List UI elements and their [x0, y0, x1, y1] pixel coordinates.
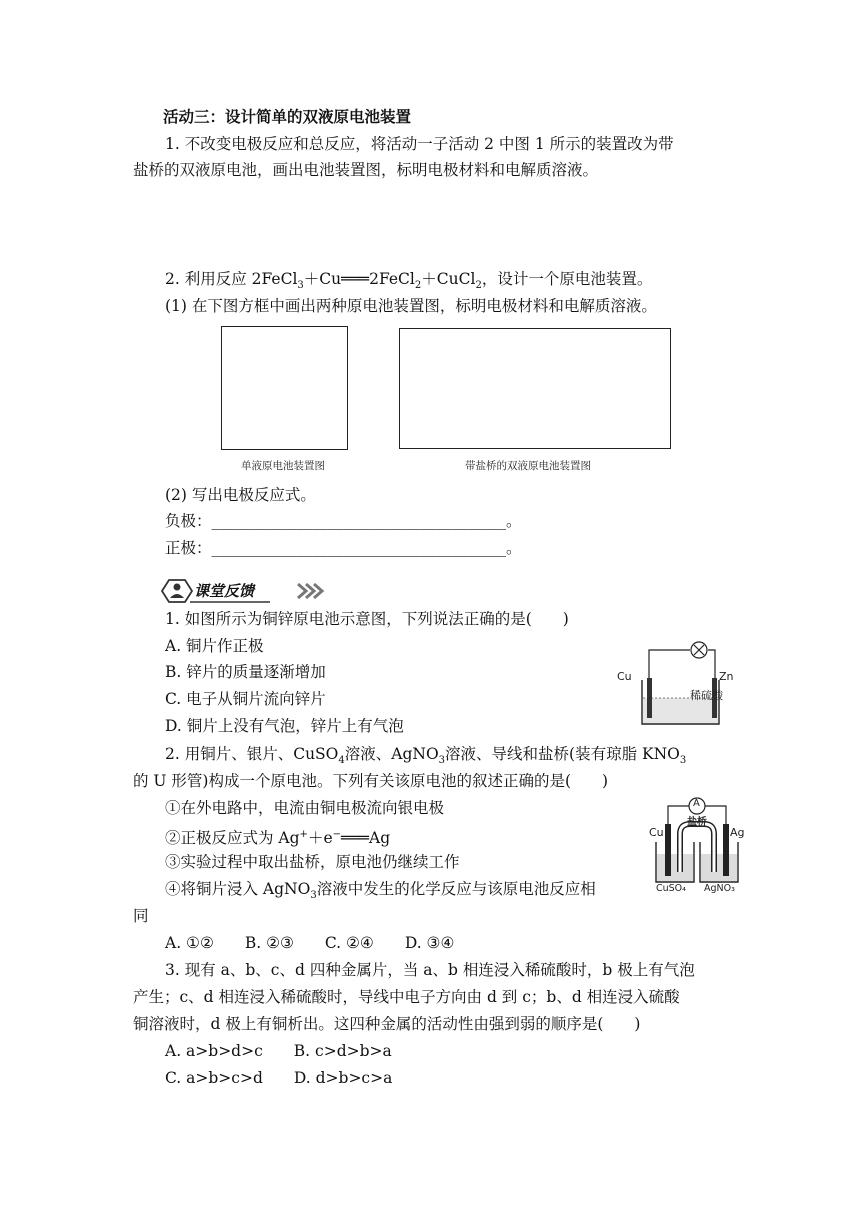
fb-q2-stem-2: 的 U 形管)构成一个原电池。下列有关该原电池的叙述正确的是( )	[133, 772, 609, 790]
period: 。	[506, 512, 522, 530]
positive-answer-blank[interactable]: ______________________________________	[211, 539, 507, 557]
q2-stem-part: ，设计一个原电池装置。	[481, 270, 653, 288]
fb-q1-option-c: C. 电子从铜片流向锌片	[165, 690, 326, 708]
cu-label: Cu	[617, 670, 632, 683]
fb-q1-option-b: B. 锌片的质量逐渐增加	[165, 663, 326, 681]
dilute-sulfuric-acid-label: 稀硫酸	[690, 689, 723, 702]
fb-q2-statement-3: ③实验过程中取出盐桥，原电池仍继续工作	[165, 853, 460, 871]
positive-electrode-row	[165, 537, 522, 559]
salt-bridge-label: 盐桥	[687, 817, 707, 828]
fb-q2-stem-1	[165, 743, 686, 772]
fb-q2-stem-part: 溶液、AgNO	[344, 745, 439, 763]
q2-stem-part: ＋CuCl	[421, 270, 476, 288]
cu-electrode-label: Cu	[649, 826, 664, 839]
fb-q3-line-1: 3. 现有 a、b、c、d 四种金属片，当 a、b 相连浸入稀硫酸时，b 极上有气泡	[165, 961, 695, 979]
fb-q2-statement-part: 溶液中发生的化学反应与该原电池反应相	[316, 880, 596, 898]
caption-single-cell: 单液原电池装置图	[241, 460, 325, 472]
subscript: 3	[297, 280, 304, 292]
fb-q2-choices: A. ①② B. ②③ C. ②④ D. ③④	[165, 934, 455, 952]
positive-label: 正极：	[165, 539, 212, 557]
q2-stem-part: 2. 利用反应 2FeCl	[165, 270, 298, 288]
fb-q2-stem-part: 2. 用铜片、银片、CuSO	[165, 745, 339, 763]
agno3-label: AgNO₃	[704, 883, 735, 894]
cu-zn-cell-diagram	[612, 636, 742, 732]
negative-answer-blank[interactable]: ______________________________________	[211, 512, 507, 530]
subscript: 3	[310, 890, 317, 902]
fb-q3-line-2: 产生；c、d 相连浸入稀硫酸时，导线中电子方向由 d 到 c；b、d 相连浸入硫酸	[133, 988, 680, 1006]
negative-electrode-row	[165, 510, 522, 532]
fb-q1-stem: 1. 如图所示为铜锌原电池示意图，下列说法正确的是( )	[165, 610, 569, 628]
single-cell-drawing-box[interactable]	[221, 326, 348, 450]
fb-q2-statement-1: ①在外电路中，电流由铜电极流向银电极	[165, 799, 445, 817]
feedback-banner-label: 课堂反馈	[194, 582, 255, 600]
q2-sub-1: (1) 在下图方框中画出两种原电池装置图，标明电极材料和电解质溶液。	[165, 297, 657, 315]
superscript: −	[332, 829, 342, 840]
zn-label: Zn	[719, 670, 734, 683]
subscript: 3	[679, 755, 687, 767]
salt-bridge-cell-figure	[648, 794, 748, 896]
fb-q2-statement-part: ④将铜片浸入 AgNO	[165, 880, 311, 898]
fb-q2-statement-part: ＋e	[307, 829, 333, 848]
q1-line-1: 1. 不改变电极反应和总反应，将活动一子活动 2 中图 1 所示的装置改为带	[165, 135, 674, 153]
q2-stem-part: ＋Cu═══2FeCl	[303, 270, 415, 288]
negative-label: 负极：	[165, 512, 212, 530]
fb-q1-option-a: A. 铜片作正极	[165, 637, 264, 655]
fb-q3-options-ab: A. a>b>d>c B. c>d>b>a	[165, 1042, 392, 1060]
activity-title: 活动三：设计简单的双液原电池装置	[163, 108, 412, 126]
superscript: +	[299, 829, 308, 840]
cuso4-label: CuSO₄	[656, 883, 686, 894]
feedback-banner	[160, 578, 340, 604]
ag-electrode-label: Ag	[730, 826, 745, 839]
q2-stem	[165, 268, 652, 297]
cu-zn-cell-figure	[612, 636, 742, 732]
subscript: 2	[414, 280, 422, 292]
fb-q2-stem-part: 溶液、导线和盐桥(装有琼脂 KNO	[445, 745, 680, 763]
subscript: 4	[338, 755, 345, 767]
fb-q2-statement-4	[165, 878, 596, 907]
q1-line-2: 盐桥的双液原电池，画出电池装置图，标明电极材料和电解质溶液。	[133, 161, 599, 179]
caption-double-cell: 带盐桥的双液原电池装置图	[465, 460, 591, 472]
fb-q1-option-d: D. 铜片上没有气泡，锌片上有气泡	[165, 717, 404, 735]
double-cell-drawing-box[interactable]	[399, 328, 671, 449]
fb-q3-line-3: 铜溶液时，d 极上有铜析出。这四种金属的活动性由强到弱的顺序是( )	[133, 1015, 641, 1033]
subscript: 3	[438, 755, 446, 767]
fb-q2-statement-2	[165, 824, 390, 849]
q2-sub-2: (2) 写出电极反应式。	[165, 486, 316, 504]
ammeter-label: A	[693, 798, 700, 809]
fb-q3-options-cd: C. a>b>c>d D. d>b>c>a	[165, 1069, 393, 1087]
period: 。	[506, 539, 522, 557]
salt-bridge-cell-diagram	[648, 794, 748, 896]
fb-q2-statement-part: ②正极反应式为 Ag	[165, 829, 300, 848]
subscript: 2	[475, 280, 482, 292]
fb-q2-statement-part: ═══Ag	[341, 829, 391, 848]
fb-q2-statement-4-cont: 同	[133, 907, 149, 925]
